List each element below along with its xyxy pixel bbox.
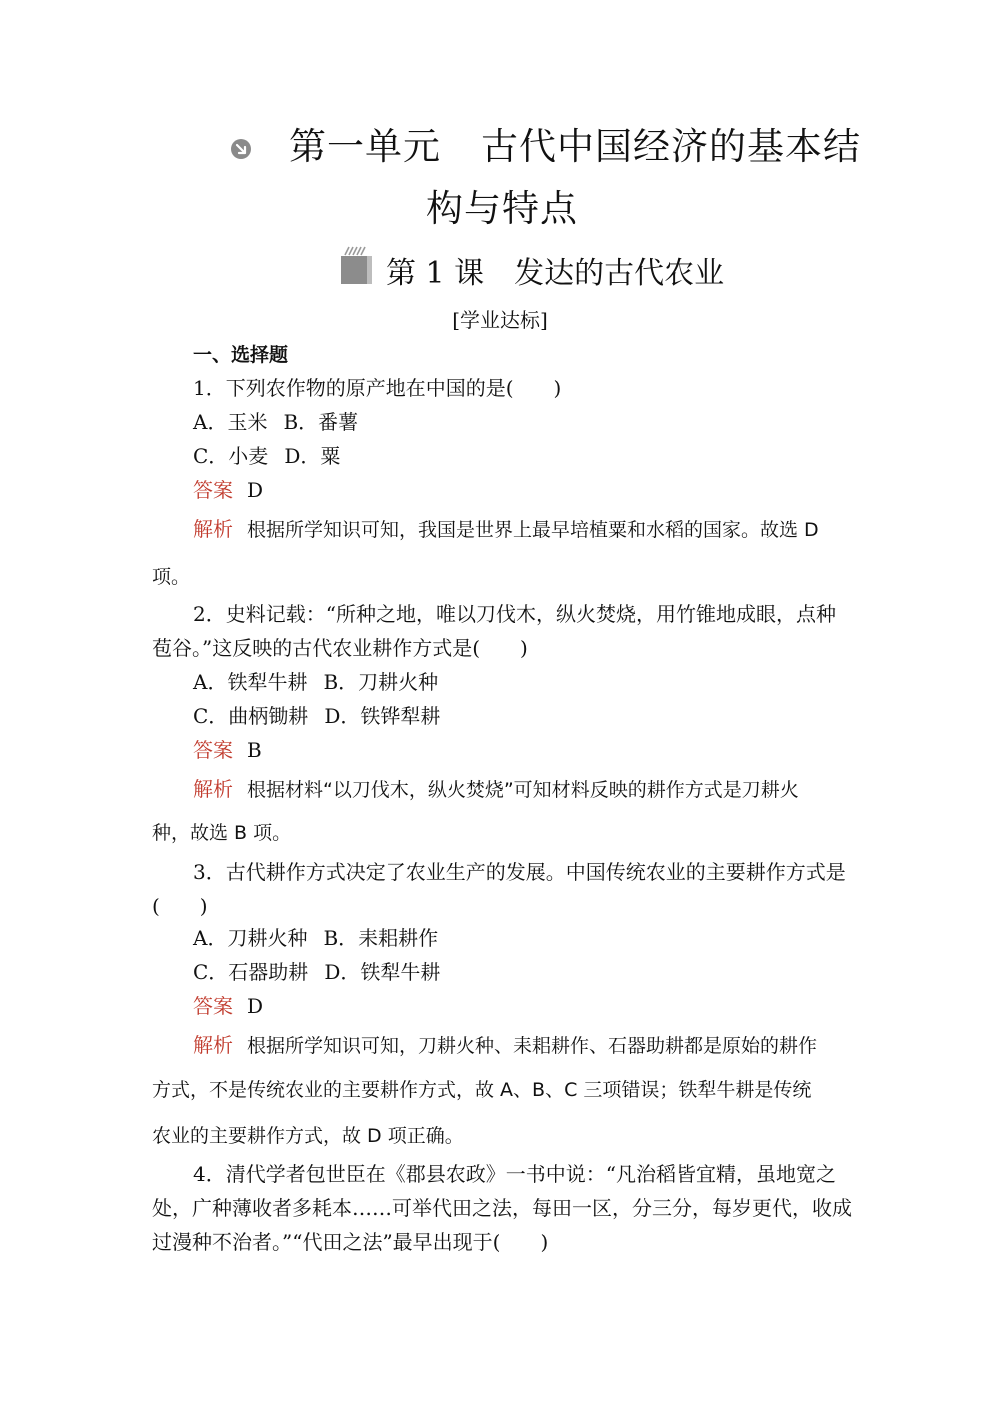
unit-title-part2: 古代中国经济的基本结 bbox=[481, 125, 861, 168]
question-4-stem-line-1: 4．清代学者包世臣在《郡县农政》一书中说：“凡治稻皆宜精，虽地宽之 bbox=[193, 1162, 836, 1186]
question-2-stem-line-1: 2．史料记载：“所种之地，唯以刀伐木，纵火焚烧，用竹锥地成眼，点种 bbox=[193, 602, 836, 626]
option-a: A．铁犁牛耕 bbox=[193, 670, 308, 694]
lesson-name: 发达的古代农业 bbox=[514, 256, 725, 291]
lesson-title bbox=[386, 253, 724, 295]
question-3-analysis-cont-2: 农业的主要耕作方式，故 D 项正确。 bbox=[152, 1125, 464, 1147]
question-2-analysis-cont: 种，故选 B 项。 bbox=[152, 822, 292, 844]
question-1-analysis bbox=[193, 515, 819, 544]
question-1-options-row-1 bbox=[193, 408, 358, 436]
option-a: A．玉米 bbox=[193, 410, 268, 434]
question-1-answer bbox=[193, 476, 263, 504]
option-c: C．石器助耕 bbox=[193, 960, 309, 984]
answer-value: B bbox=[247, 738, 262, 762]
analysis-text: 根据所学知识可知，我国是世界上最早培植粟和水稻的国家。故选 D bbox=[247, 519, 819, 541]
analysis-label: 解析 bbox=[193, 777, 233, 801]
answer-value: D bbox=[247, 994, 264, 1018]
unit-title bbox=[289, 122, 861, 172]
question-3-stem-line-1: 3．古代耕作方式决定了农业生产的发展。中国传统农业的主要耕作方式是 bbox=[193, 860, 846, 884]
answer-label: 答案 bbox=[193, 738, 233, 762]
lesson-number: 第 1 课 bbox=[386, 256, 485, 291]
option-d: D．铁铧犁耕 bbox=[324, 704, 441, 728]
analysis-label: 解析 bbox=[193, 517, 233, 541]
option-b: B．番薯 bbox=[283, 410, 359, 434]
option-c: C．小麦 bbox=[193, 444, 269, 468]
option-d: D．铁犁牛耕 bbox=[324, 960, 441, 984]
answer-label: 答案 bbox=[193, 994, 233, 1018]
question-1-analysis-cont: 项。 bbox=[152, 566, 191, 588]
unit-title-part1: 第一单元 bbox=[289, 125, 441, 168]
answer-label: 答案 bbox=[193, 478, 233, 502]
question-4-stem-line-2: 处，广种薄收者多耗本……可举代田之法，每田一区，分三分，每岁更代，收成 bbox=[152, 1196, 852, 1220]
option-a: A．刀耕火种 bbox=[193, 926, 308, 950]
question-1-stem: 1．下列农作物的原产地在中国的是( ) bbox=[193, 376, 562, 400]
question-2-options-row-1 bbox=[193, 668, 438, 696]
book-icon bbox=[339, 244, 375, 286]
analysis-text: 根据所学知识可知，刀耕火种、耒耜耕作、石器助耕都是原始的耕作 bbox=[247, 1035, 818, 1057]
analysis-label: 解析 bbox=[193, 1033, 233, 1057]
question-2-answer bbox=[193, 736, 262, 764]
question-3-analysis-cont-1: 方式，不是传统农业的主要耕作方式，故 A、B、C 三项错误；铁犁牛耕是传统 bbox=[152, 1079, 812, 1101]
unit-badge-icon bbox=[231, 139, 251, 159]
section-tag: [学业达标] bbox=[452, 308, 548, 332]
option-c: C．曲柄锄耕 bbox=[193, 704, 309, 728]
question-2-stem-line-2: 苞谷。”这反映的古代农业耕作方式是( ) bbox=[152, 636, 528, 660]
question-2-analysis bbox=[193, 775, 799, 804]
question-2-options-row-2 bbox=[193, 702, 440, 730]
option-d: D．粟 bbox=[284, 444, 341, 468]
unit-title-line2: 构与特点 bbox=[426, 187, 578, 230]
section-heading: 一、选择题 bbox=[193, 344, 289, 366]
question-4-stem-line-3: 过漫种不治者。”“代田之法”最早出现于( ) bbox=[152, 1230, 549, 1254]
question-3-options-row-1 bbox=[193, 924, 438, 952]
question-3-analysis bbox=[193, 1031, 817, 1060]
question-3-options-row-2 bbox=[193, 958, 440, 986]
answer-value: D bbox=[247, 478, 264, 502]
option-b: B．刀耕火种 bbox=[323, 670, 439, 694]
question-3-answer bbox=[193, 992, 263, 1020]
question-3-stem-line-2: ( ) bbox=[152, 894, 208, 918]
analysis-text: 根据材料“以刀伐木，纵火焚烧”可知材料反映的耕作方式是刀耕火 bbox=[247, 779, 799, 801]
option-b: B．耒耜耕作 bbox=[323, 926, 439, 950]
question-1-options-row-2 bbox=[193, 442, 340, 470]
